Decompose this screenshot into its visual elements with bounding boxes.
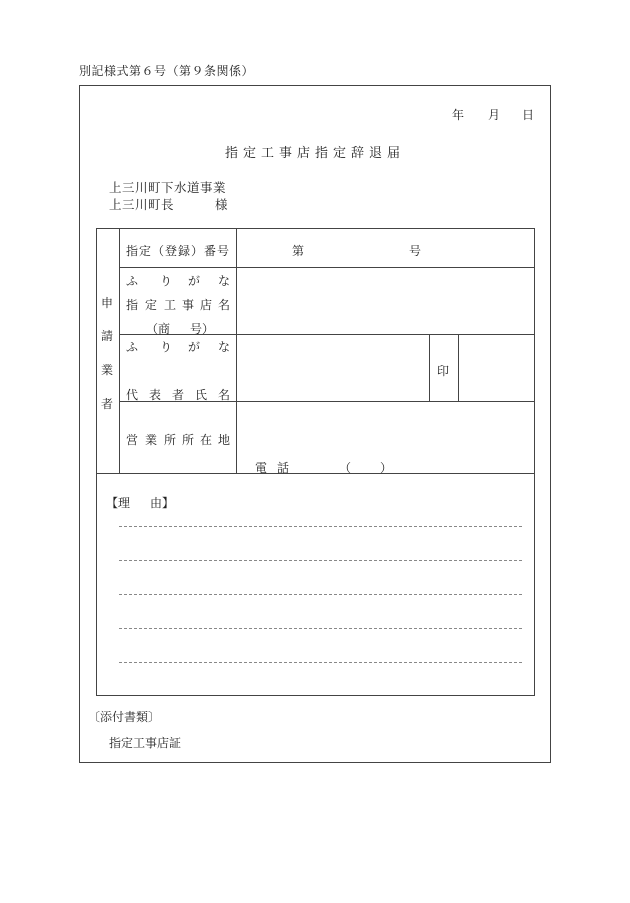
date-month-label: 月 (488, 108, 501, 122)
furigana-label-char: が (188, 340, 201, 354)
date-day-label: 日 (522, 108, 535, 122)
shop-name-label-char: 店 (200, 298, 213, 312)
office-address-label-char: 在 (200, 433, 213, 447)
rep-name-label-char: 代 (126, 388, 139, 402)
shop-name-label-char: 工 (164, 298, 177, 312)
attachment-item: 指定工事店証 (109, 736, 182, 750)
furigana-label-char: ふ (126, 340, 139, 354)
furigana-label-char: な (218, 274, 231, 288)
addressee-honorific: 様 (215, 197, 229, 212)
trade-name-label: （商 (146, 322, 171, 336)
reason-line[interactable] (119, 526, 522, 527)
furigana-label-char: り (160, 274, 173, 288)
office-address-label-char: 地 (218, 433, 231, 447)
office-address-label-char: 業 (145, 433, 158, 447)
registration-suffix: 号 (409, 244, 422, 258)
addressee-name: 上三川町長 (109, 197, 175, 212)
applicant-label-char: 業 (101, 363, 114, 377)
date-year-label: 年 (452, 108, 465, 122)
shop-name-label-char: 定 (145, 298, 158, 312)
furigana-label-char: が (188, 274, 201, 288)
rep-name-label-char: 名 (218, 388, 231, 402)
reason-label: 【理 (106, 496, 131, 510)
registration-number-label: 指定（登録）番号 (126, 244, 231, 258)
reason-line[interactable] (119, 628, 522, 629)
addressee-line-2 (109, 195, 229, 213)
office-address-label-char: 所 (182, 433, 195, 447)
shop-name-label-char: 指 (126, 298, 139, 312)
seal-label: 印 (437, 364, 450, 378)
office-address-label-char: 営 (126, 433, 139, 447)
trade-name-label: 号） (190, 322, 215, 336)
rep-name-label-char: 氏 (195, 388, 208, 402)
furigana-label-char: り (160, 340, 173, 354)
rep-name-label-char: 表 (149, 388, 162, 402)
phone-paren-open: （ (339, 461, 352, 475)
attachments-label: 〔添付書類〕 (88, 710, 161, 724)
phone-paren-close: ） (380, 461, 393, 475)
rep-name-label-char: 者 (172, 388, 185, 402)
applicant-label-char: 請 (101, 329, 114, 343)
applicant-label-char: 者 (101, 397, 114, 411)
form-code: 別記様式第６号（第９条関係） (79, 64, 255, 78)
shop-name-label-char: 事 (182, 298, 195, 312)
addressee-line-1: 上三川町下水道事業 (109, 180, 227, 195)
phone-label: 電 (255, 461, 268, 475)
shop-name-label-char: 名 (218, 298, 231, 312)
reason-line[interactable] (119, 662, 522, 663)
applicant-label-char: 申 (101, 296, 114, 310)
reason-line[interactable] (119, 594, 522, 595)
furigana-label-char: ふ (126, 274, 139, 288)
phone-label: 話 (277, 461, 290, 475)
registration-prefix: 第 (292, 244, 305, 258)
reason-label: 由】 (150, 496, 175, 510)
reason-line[interactable] (119, 560, 522, 561)
document-title: 指定工事店指定辞退届 (224, 146, 405, 161)
office-address-label-char: 所 (164, 433, 177, 447)
furigana-label-char: な (218, 340, 231, 354)
